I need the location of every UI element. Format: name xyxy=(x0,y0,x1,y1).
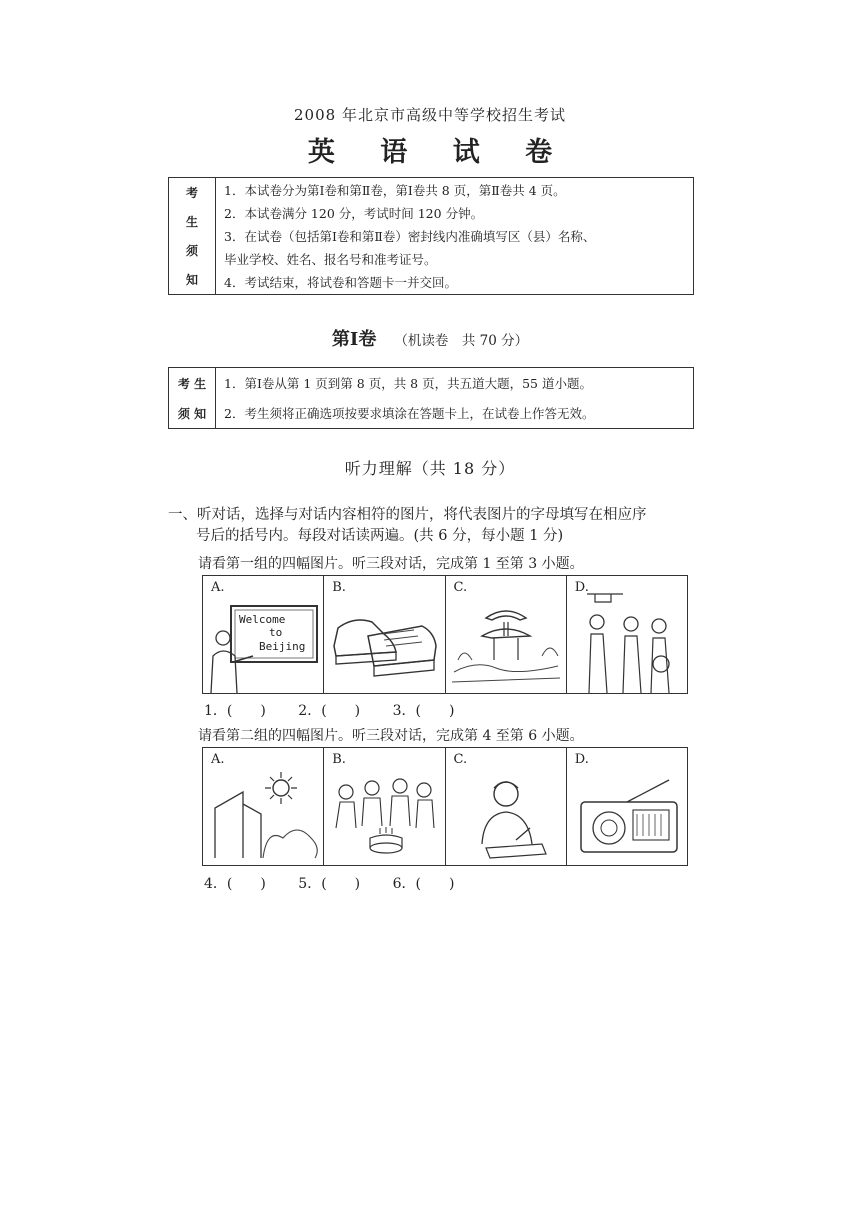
sneakers-picture xyxy=(324,576,444,693)
picture-group-one xyxy=(202,575,688,694)
notice-line: 1．本试卷分为第Ⅰ卷和第Ⅱ卷，第Ⅰ卷共 8 页，第Ⅱ卷共 4 页。 xyxy=(224,182,566,198)
notice-line: 3．在试卷（包括第Ⅰ卷和第Ⅱ卷）密封线内准确填写区（县）名称、 xyxy=(224,228,596,244)
group-one-answers xyxy=(204,700,480,720)
listening-section-title: 听力理解（共 18 分） xyxy=(344,459,516,478)
answer-slot[interactable]: 3．( ) xyxy=(392,703,455,719)
birthday-party-picture xyxy=(324,748,444,865)
answer-slot[interactable]: 4．( ) xyxy=(204,876,266,892)
sign-word: Beijing xyxy=(259,640,306,653)
notice-side-row: 考 生 xyxy=(177,376,207,391)
picture-label: A. xyxy=(211,752,225,767)
notice-side-char: 生 xyxy=(185,215,198,229)
notice-side-char: 须 xyxy=(185,244,198,258)
radio-picture xyxy=(567,748,687,865)
sunny-weather-picture xyxy=(203,748,323,865)
picture-label: C. xyxy=(453,752,468,767)
answer-slot[interactable]: 2．( ) xyxy=(298,703,361,719)
notice-line: 2．本试卷满分 120 分，考试时间 120 分钟。 xyxy=(224,205,484,221)
picture-label: C. xyxy=(453,580,468,595)
picture-label: B. xyxy=(332,752,346,767)
notice-side-char: 知 xyxy=(185,273,198,287)
notice-lines xyxy=(216,178,595,294)
basketball-picture xyxy=(567,576,687,693)
picture-panel-c xyxy=(446,576,567,693)
notice-line: 毕业学校、姓名、报名号和准考证号。 xyxy=(224,252,437,268)
group-one-intro: 请看第一组的四幅图片。听三段对话，完成第 1 至第 3 小题。 xyxy=(198,556,584,572)
notice-line: 2．考生须将正确选项按要求填涂在答题卡上，在试卷上作答无效。 xyxy=(224,406,595,421)
picture-panel-d xyxy=(567,576,687,693)
volume-name: 第Ⅰ卷 xyxy=(331,329,377,350)
picture-label: A. xyxy=(211,580,225,595)
answer-slot[interactable]: 6．( ) xyxy=(392,876,455,892)
group-two-answers xyxy=(204,873,480,893)
answer-slot[interactable]: 5．( ) xyxy=(298,876,361,892)
picture-panel-a xyxy=(203,576,324,693)
picture-panel-c xyxy=(446,748,567,865)
notice-side-label xyxy=(169,178,216,294)
exam-title: 英 语 试 卷 xyxy=(307,137,571,168)
candidate-notice-box xyxy=(168,177,694,295)
answer-slot[interactable]: 1．( ) xyxy=(204,703,266,719)
pavilion-picture xyxy=(446,576,566,693)
sign-word: to xyxy=(269,626,283,639)
exam-subtitle: 2008 年北京市高级中等学校招生考试 xyxy=(294,106,566,124)
question-one-instructions xyxy=(168,505,708,547)
picture-label: B. xyxy=(332,580,346,595)
picture-label: D. xyxy=(574,580,589,595)
volume-notice-box xyxy=(168,367,694,429)
question-line: 一、听对话，选择与对话内容相符的图片，将代表图片的字母填写在相应序 xyxy=(168,507,647,523)
question-line: 号后的括号内。每段对话读两遍。(共 6 分，每小题 1 分) xyxy=(196,528,564,544)
notice-side-row: 须 知 xyxy=(177,406,207,421)
student-writing-picture xyxy=(446,748,566,865)
notice-side-char: 考 xyxy=(185,186,198,200)
notice-line: 1．第Ⅰ卷从第 1 页到第 8 页，共 8 页，共五道大题，55 道小题。 xyxy=(224,376,592,391)
notice-line: 4．考试结束，将试卷和答题卡一并交回。 xyxy=(224,275,457,291)
group-two-intro: 请看第二组的四幅图片。听三段对话，完成第 4 至第 6 小题。 xyxy=(198,728,584,744)
volume-detail: （机读卷 共 70 分） xyxy=(394,333,529,349)
picture-label: D. xyxy=(574,752,589,767)
picture-panel-d xyxy=(567,748,687,865)
notice-side-label xyxy=(169,368,216,428)
sign-word: Welcome xyxy=(239,613,286,626)
picture-panel-b xyxy=(324,576,445,693)
picture-panel-b xyxy=(324,748,445,865)
picture-group-two xyxy=(202,747,688,866)
volume-heading xyxy=(0,325,860,351)
picture-panel-a xyxy=(203,748,324,865)
teacher-welcome-sign-picture xyxy=(203,576,323,693)
notice-lines xyxy=(216,368,594,428)
